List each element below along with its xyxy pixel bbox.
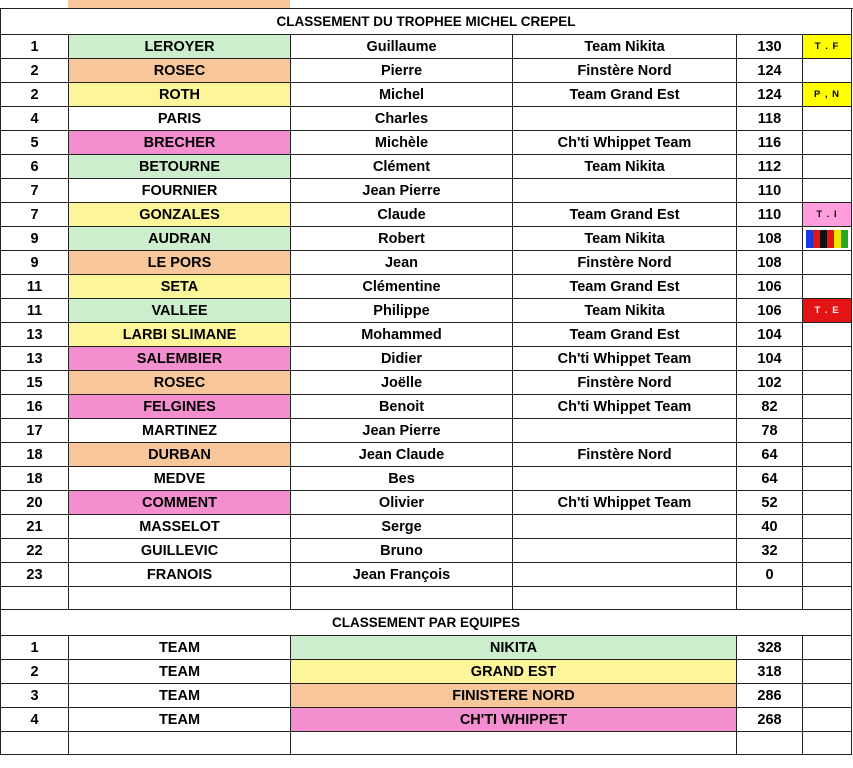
empty-cell[interactable] xyxy=(1,732,69,755)
flag-cell[interactable] xyxy=(803,395,852,419)
first-name-cell[interactable]: Philippe xyxy=(291,299,513,323)
ranking-row xyxy=(1,59,852,83)
first-name-cell[interactable]: Jean xyxy=(291,251,513,275)
ranking-table xyxy=(0,8,852,755)
rank-cell[interactable]: 18 xyxy=(1,443,69,467)
team-cell[interactable]: Team Nikita xyxy=(513,299,737,323)
team-points-cell[interactable]: 286 xyxy=(737,684,803,708)
team-cell[interactable]: Ch'ti Whippet Team xyxy=(513,491,737,515)
flag-cell[interactable] xyxy=(803,275,852,299)
last-name-cell[interactable]: BETOURNE xyxy=(69,155,291,179)
empty-cell[interactable] xyxy=(737,587,803,610)
ranking-row xyxy=(1,155,852,179)
empty-cell[interactable] xyxy=(1,587,69,610)
team-rank-cell[interactable]: 2 xyxy=(1,660,69,684)
rank-cell[interactable]: 1 xyxy=(1,35,69,59)
team-label-cell[interactable]: TEAM xyxy=(69,636,291,660)
rank-cell[interactable]: 20 xyxy=(1,491,69,515)
teams-title-row xyxy=(1,610,852,636)
empty-cell[interactable] xyxy=(513,587,737,610)
ranking-row xyxy=(1,467,852,491)
points-cell[interactable]: 0 xyxy=(737,563,803,587)
rank-cell[interactable]: 21 xyxy=(1,515,69,539)
flag-cell[interactable] xyxy=(803,371,852,395)
points-cell[interactable]: 110 xyxy=(737,203,803,227)
rank-cell[interactable]: 13 xyxy=(1,347,69,371)
last-name-cell[interactable]: ROTH xyxy=(69,83,291,107)
last-name-cell[interactable]: FELGINES xyxy=(69,395,291,419)
multicolor-flag-icon xyxy=(806,230,848,248)
empty-cell[interactable] xyxy=(737,732,803,755)
team-cell[interactable]: Team Grand Est xyxy=(513,275,737,299)
team-cell[interactable] xyxy=(513,515,737,539)
team-cell[interactable]: Team Nikita xyxy=(513,155,737,179)
last-name-cell[interactable]: FOURNIER xyxy=(69,179,291,203)
points-cell[interactable]: 64 xyxy=(737,443,803,467)
first-name-cell[interactable]: Didier xyxy=(291,347,513,371)
points-cell[interactable]: 52 xyxy=(737,491,803,515)
points-cell[interactable]: 108 xyxy=(737,251,803,275)
ranking-row xyxy=(1,563,852,587)
rank-cell[interactable]: 7 xyxy=(1,179,69,203)
last-name-cell[interactable]: MASSELOT xyxy=(69,515,291,539)
last-name-cell[interactable]: AUDRAN xyxy=(69,227,291,251)
empty-cell[interactable] xyxy=(291,732,737,755)
points-cell[interactable]: 124 xyxy=(737,83,803,107)
rank-cell[interactable]: 2 xyxy=(1,83,69,107)
rank-cell[interactable]: 23 xyxy=(1,563,69,587)
team-row xyxy=(1,660,852,684)
points-cell[interactable]: 82 xyxy=(737,395,803,419)
team-cell[interactable] xyxy=(513,179,737,203)
ranking-row xyxy=(1,515,852,539)
team-name-cell[interactable]: FINISTERE NORD xyxy=(291,684,737,708)
rank-cell[interactable]: 22 xyxy=(1,539,69,563)
first-name-cell[interactable]: Claude xyxy=(291,203,513,227)
rank-cell[interactable]: 5 xyxy=(1,131,69,155)
team-cell[interactable] xyxy=(513,539,737,563)
last-name-cell[interactable]: MARTINEZ xyxy=(69,419,291,443)
rank-cell[interactable]: 4 xyxy=(1,107,69,131)
trophy-title: CLASSEMENT DU TROPHEE MICHEL CREPEL xyxy=(1,9,852,35)
flag-cell[interactable] xyxy=(803,227,852,251)
first-name-cell[interactable]: Charles xyxy=(291,107,513,131)
points-cell[interactable]: 32 xyxy=(737,539,803,563)
flag-cell[interactable] xyxy=(803,107,852,131)
ranking-row xyxy=(1,227,852,251)
last-name-cell[interactable]: COMMENT xyxy=(69,491,291,515)
team-name-cell[interactable]: GRAND EST xyxy=(291,660,737,684)
team-cell[interactable]: Finstère Nord xyxy=(513,443,737,467)
team-cell[interactable]: Ch'ti Whippet Team xyxy=(513,347,737,371)
points-cell[interactable]: 78 xyxy=(737,419,803,443)
rank-cell[interactable]: 11 xyxy=(1,275,69,299)
team-label-cell[interactable]: TEAM xyxy=(69,660,291,684)
team-cell[interactable]: Team Grand Est xyxy=(513,203,737,227)
blank-row xyxy=(1,732,852,755)
first-name-cell[interactable]: Clémentine xyxy=(291,275,513,299)
rank-cell[interactable]: 2 xyxy=(1,59,69,83)
last-name-cell[interactable]: LEROYER xyxy=(69,35,291,59)
flag-cell[interactable]: P , N xyxy=(803,83,852,107)
last-name-cell[interactable]: DURBAN xyxy=(69,443,291,467)
last-name-cell[interactable]: LE PORS xyxy=(69,251,291,275)
ranking-row xyxy=(1,83,852,107)
ranking-row xyxy=(1,299,852,323)
rank-cell[interactable]: 11 xyxy=(1,299,69,323)
first-name-cell[interactable]: Jean Pierre xyxy=(291,179,513,203)
first-name-cell[interactable]: Benoit xyxy=(291,395,513,419)
team-cell[interactable]: Team Nikita xyxy=(513,35,737,59)
last-name-cell[interactable]: VALLEE xyxy=(69,299,291,323)
flag-cell[interactable]: T . E xyxy=(803,299,852,323)
ranking-row xyxy=(1,323,852,347)
team-row xyxy=(1,708,852,732)
points-cell[interactable]: 118 xyxy=(737,107,803,131)
first-name-cell[interactable]: Bruno xyxy=(291,539,513,563)
rank-cell[interactable]: 7 xyxy=(1,203,69,227)
flag-cell[interactable] xyxy=(803,515,852,539)
ranking-row xyxy=(1,371,852,395)
last-name-cell[interactable]: ROSEC xyxy=(69,59,291,83)
team-points-cell[interactable]: 268 xyxy=(737,708,803,732)
rank-cell[interactable]: 9 xyxy=(1,227,69,251)
points-cell[interactable]: 130 xyxy=(737,35,803,59)
points-cell[interactable]: 64 xyxy=(737,467,803,491)
points-cell[interactable]: 108 xyxy=(737,227,803,251)
team-cell[interactable]: Finstère Nord xyxy=(513,251,737,275)
team-rank-cell[interactable]: 1 xyxy=(1,636,69,660)
ranking-row xyxy=(1,107,852,131)
flag-cell[interactable] xyxy=(803,59,852,83)
points-cell[interactable]: 124 xyxy=(737,59,803,83)
flag-cell[interactable] xyxy=(803,443,852,467)
rank-cell[interactable]: 15 xyxy=(1,371,69,395)
ranking-row xyxy=(1,491,852,515)
last-name-cell[interactable]: LARBI SLIMANE xyxy=(69,323,291,347)
last-name-cell[interactable]: BRECHER xyxy=(69,131,291,155)
first-name-cell[interactable]: Pierre xyxy=(291,59,513,83)
rank-cell[interactable]: 6 xyxy=(1,155,69,179)
points-cell[interactable]: 112 xyxy=(737,155,803,179)
team-cell[interactable]: Team Nikita xyxy=(513,227,737,251)
first-name-cell[interactable]: Jean Claude xyxy=(291,443,513,467)
team-cell[interactable] xyxy=(513,467,737,491)
team-row xyxy=(1,636,852,660)
team-cell[interactable] xyxy=(513,563,737,587)
team-cell[interactable]: Ch'ti Whippet Team xyxy=(513,131,737,155)
empty-cell[interactable] xyxy=(803,587,852,610)
team-cell[interactable]: Team Grand Est xyxy=(513,323,737,347)
team-name-cell[interactable]: CH'TI WHIPPET xyxy=(291,708,737,732)
ranking-row xyxy=(1,251,852,275)
first-name-cell[interactable]: Olivier xyxy=(291,491,513,515)
last-name-cell[interactable]: FRANOIS xyxy=(69,563,291,587)
teams-title: CLASSEMENT PAR EQUIPES xyxy=(1,610,852,636)
first-name-cell[interactable]: Robert xyxy=(291,227,513,251)
rank-cell[interactable]: 16 xyxy=(1,395,69,419)
rank-cell[interactable]: 18 xyxy=(1,467,69,491)
empty-cell[interactable] xyxy=(803,708,852,732)
team-points-cell[interactable]: 318 xyxy=(737,660,803,684)
flag-cell[interactable]: T . I xyxy=(803,203,852,227)
ranking-row xyxy=(1,203,852,227)
first-name-cell[interactable]: Jean François xyxy=(291,563,513,587)
first-name-cell[interactable]: Bes xyxy=(291,467,513,491)
points-cell[interactable]: 104 xyxy=(737,347,803,371)
first-name-cell[interactable]: Jean Pierre xyxy=(291,419,513,443)
team-cell[interactable]: Finstère Nord xyxy=(513,59,737,83)
first-name-cell[interactable]: Mohammed xyxy=(291,323,513,347)
first-name-cell[interactable]: Serge xyxy=(291,515,513,539)
points-cell[interactable]: 106 xyxy=(737,299,803,323)
empty-cell[interactable] xyxy=(69,732,291,755)
flag-cell[interactable] xyxy=(803,131,852,155)
last-name-cell[interactable]: SETA xyxy=(69,275,291,299)
empty-cell[interactable] xyxy=(69,587,291,610)
ranking-row xyxy=(1,443,852,467)
rank-cell[interactable]: 13 xyxy=(1,323,69,347)
ranking-row xyxy=(1,131,852,155)
team-points-cell[interactable]: 328 xyxy=(737,636,803,660)
team-label-cell[interactable]: TEAM xyxy=(69,684,291,708)
points-cell[interactable]: 106 xyxy=(737,275,803,299)
ranking-row xyxy=(1,275,852,299)
first-name-cell[interactable]: Guillaume xyxy=(291,35,513,59)
empty-cell[interactable] xyxy=(803,732,852,755)
points-cell[interactable]: 102 xyxy=(737,371,803,395)
last-name-cell[interactable]: PARIS xyxy=(69,107,291,131)
ranking-row xyxy=(1,35,852,59)
first-name-cell[interactable]: Clément xyxy=(291,155,513,179)
team-rank-cell[interactable]: 3 xyxy=(1,684,69,708)
last-name-cell[interactable]: GUILLEVIC xyxy=(69,539,291,563)
flag-cell[interactable] xyxy=(803,347,852,371)
points-cell[interactable]: 104 xyxy=(737,323,803,347)
empty-cell[interactable] xyxy=(291,587,513,610)
points-cell[interactable]: 116 xyxy=(737,131,803,155)
empty-cell[interactable] xyxy=(803,660,852,684)
rank-cell[interactable]: 17 xyxy=(1,419,69,443)
ranking-row xyxy=(1,419,852,443)
flag-cell[interactable] xyxy=(803,539,852,563)
points-cell[interactable]: 110 xyxy=(737,179,803,203)
team-name-cell[interactable]: NIKITA xyxy=(291,636,737,660)
flag-cell[interactable] xyxy=(803,155,852,179)
blank-row xyxy=(1,587,852,610)
flag-cell[interactable] xyxy=(803,491,852,515)
flag-cell[interactable] xyxy=(803,251,852,275)
last-name-cell[interactable]: ROSEC xyxy=(69,371,291,395)
team-cell[interactable] xyxy=(513,107,737,131)
empty-cell[interactable] xyxy=(803,684,852,708)
last-name-cell[interactable]: GONZALES xyxy=(69,203,291,227)
team-cell[interactable]: Ch'ti Whippet Team xyxy=(513,395,737,419)
team-cell[interactable] xyxy=(513,419,737,443)
team-row xyxy=(1,684,852,708)
first-name-cell[interactable]: Michèle xyxy=(291,131,513,155)
empty-cell[interactable] xyxy=(803,636,852,660)
ranking-row xyxy=(1,179,852,203)
team-cell[interactable]: Finstère Nord xyxy=(513,371,737,395)
flag-cell[interactable] xyxy=(803,563,852,587)
team-label-cell[interactable]: TEAM xyxy=(69,708,291,732)
last-name-cell[interactable]: SALEMBIER xyxy=(69,347,291,371)
first-name-cell[interactable]: Michel xyxy=(291,83,513,107)
ranking-row xyxy=(1,539,852,563)
flag-cell[interactable] xyxy=(803,467,852,491)
flag-cell[interactable] xyxy=(803,323,852,347)
trophy-title-row xyxy=(1,9,852,35)
points-cell[interactable]: 40 xyxy=(737,515,803,539)
team-rank-cell[interactable]: 4 xyxy=(1,708,69,732)
flag-cell[interactable] xyxy=(803,419,852,443)
flag-cell[interactable]: T . F xyxy=(803,35,852,59)
last-name-cell[interactable]: MEDVE xyxy=(69,467,291,491)
ranking-row xyxy=(1,347,852,371)
team-cell[interactable]: Team Grand Est xyxy=(513,83,737,107)
flag-cell[interactable] xyxy=(803,179,852,203)
ranking-row xyxy=(1,395,852,419)
first-name-cell[interactable]: Joëlle xyxy=(291,371,513,395)
rank-cell[interactable]: 9 xyxy=(1,251,69,275)
